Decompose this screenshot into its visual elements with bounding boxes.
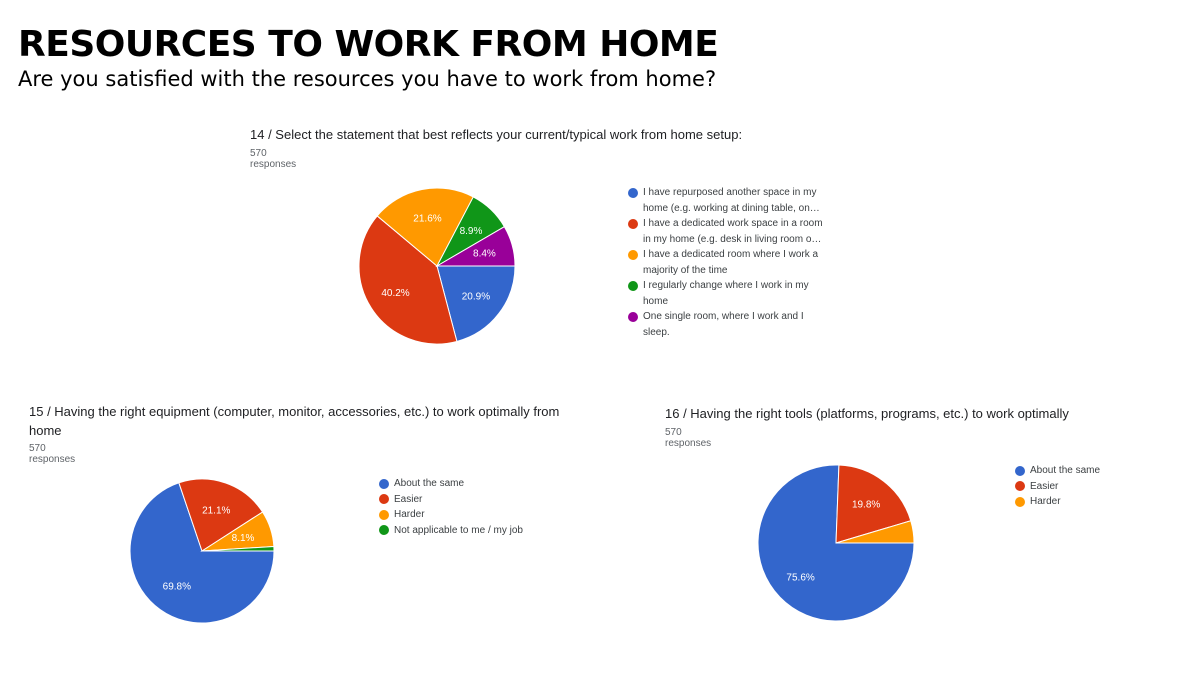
legend-swatch <box>628 219 638 229</box>
legend-label: I have repurposed another space in my home (e.g. working at dining table, on… <box>643 187 820 214</box>
legend-label: Easier <box>394 493 423 505</box>
slice-value-label: 20.9% <box>461 291 491 303</box>
legend-swatch <box>379 525 389 535</box>
slice-value-label: 75.6% <box>786 572 815 584</box>
legend-q14 <box>628 185 833 340</box>
legend-item[interactable] <box>1015 494 1100 510</box>
legend-swatch <box>1015 497 1025 507</box>
legend-label: About the same <box>394 478 465 489</box>
response-count: 570 responses <box>29 443 76 465</box>
legend-item[interactable] <box>628 247 833 278</box>
slice-value-label: 40.2% <box>381 287 410 299</box>
legend-swatch <box>379 479 389 489</box>
legend-item[interactable] <box>379 476 523 492</box>
legend-item[interactable] <box>379 492 523 508</box>
pie-chart-q15 <box>128 477 276 625</box>
chart-title: 15 / Having the right equipment (computer, monitor, accessories, etc.) to work optimally from home <box>29 404 560 438</box>
legend-swatch <box>628 281 638 291</box>
legend-q16 <box>1015 463 1100 510</box>
legend-label: Not applicable to me / my job <box>394 524 523 536</box>
legend-item[interactable] <box>628 185 833 216</box>
legend-swatch <box>628 188 638 198</box>
legend-swatch <box>628 312 638 322</box>
pie-chart-q14 <box>357 185 517 347</box>
response-count: 570 responses <box>250 148 297 170</box>
legend-item[interactable] <box>379 507 523 523</box>
slice-value-label: 21.1% <box>202 505 231 517</box>
pie-chart-q16 <box>756 463 916 623</box>
legend-q15 <box>379 476 523 538</box>
legend-label: Harder <box>394 509 425 520</box>
response-count: 570 responses <box>665 427 712 449</box>
legend-label: One single room, where I work and I sleep. <box>643 311 804 338</box>
legend-item[interactable] <box>628 278 833 309</box>
legend-item[interactable] <box>1015 463 1100 479</box>
legend-item[interactable] <box>628 216 833 247</box>
slice-value-label: 69.8% <box>162 581 192 593</box>
legend-swatch <box>1015 481 1025 491</box>
legend-swatch <box>379 510 389 520</box>
slice-value-label: 8.1% <box>231 533 255 545</box>
page-title: RESOURCES TO WORK FROM HOME <box>18 24 719 65</box>
legend-label: Harder <box>1030 496 1061 507</box>
legend-item[interactable] <box>628 309 833 340</box>
legend-label: I have a dedicated work space in a room in my home (e.g. desk in living room o… <box>643 218 823 245</box>
page-subtitle: Are you satisfied with the resources you have to work from home? <box>18 67 717 91</box>
legend-label: About the same <box>1030 465 1101 476</box>
legend-label: Easier <box>1030 480 1059 492</box>
legend-swatch <box>1015 466 1025 476</box>
slice-value-label: 8.9% <box>459 225 483 237</box>
legend-label: I regularly change where I work in my home <box>643 280 809 307</box>
chart-title: 16 / Having the right tools (platforms, programs, etc.) to work optimally <box>665 406 1069 421</box>
legend-item[interactable] <box>379 523 523 539</box>
legend-item[interactable] <box>1015 479 1100 495</box>
legend-label: I have a dedicated room where I work a majority of the time <box>643 249 819 276</box>
slice-value-label: 19.8% <box>851 499 881 511</box>
chart-title: 14 / Select the statement that best reflects your current/typical work from home setup: <box>250 127 743 142</box>
legend-swatch <box>379 494 389 504</box>
legend-swatch <box>628 250 638 260</box>
slice-value-label: 8.4% <box>473 248 496 260</box>
slice-value-label: 21.6% <box>413 213 442 225</box>
